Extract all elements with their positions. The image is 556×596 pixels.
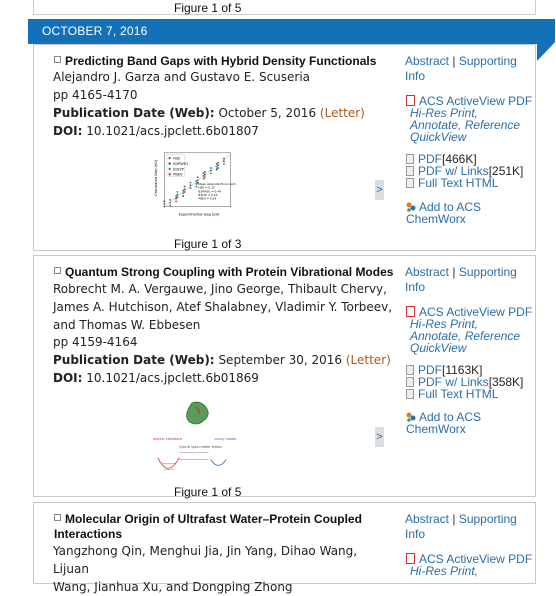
scatter-point: [204, 174, 206, 176]
next-figure-arrow[interactable]: >: [375, 427, 384, 447]
abstract-link[interactable]: Abstract: [405, 265, 450, 279]
toc-figure-band-gaps[interactable]: [147, 151, 239, 221]
author-line: and Thomas W. Ebbesen: [53, 318, 201, 332]
article-pages: pp 4165-4170: [53, 88, 138, 102]
scatter-point: [163, 203, 165, 205]
pdf-links-size: [358K]: [488, 375, 524, 389]
mae-note: B3LYP = 0.44: [198, 192, 218, 197]
scatter-point: [169, 199, 171, 201]
scatter-point: [184, 191, 186, 193]
abstract-link[interactable]: Abstract: [405, 512, 450, 526]
scatter-point: [182, 190, 184, 192]
checkbox-icon[interactable]: [54, 56, 61, 63]
activeview-link[interactable]: ACS ActiveView PDF: [419, 94, 533, 108]
scatter-point: [223, 163, 225, 165]
article-card: [33, 44, 536, 251]
supporting-info-link[interactable]: Supporting: [458, 512, 517, 526]
article-authors: [53, 280, 393, 334]
x-axis-label: Experimental Gap (eV): [178, 212, 220, 217]
figure-label: protein vibrations: [153, 436, 183, 441]
pub-date-label: Publication Date (Web):: [53, 353, 215, 367]
document-icon: [406, 166, 414, 176]
abstract-links: Abstract | Supporting Info: [405, 512, 517, 541]
scatter-point: [210, 172, 212, 174]
issue-date-banner: [28, 19, 537, 44]
scatter-point: [204, 176, 206, 178]
article-title[interactable]: [54, 512, 362, 542]
legend-label: B3PW91: [173, 161, 189, 166]
article-title-link[interactable]: Predicting Band Gaps with Hybrid Density Functionals: [65, 54, 377, 68]
banner-tab: [537, 19, 555, 61]
scatter-point: [203, 178, 205, 180]
activeview-link[interactable]: ACS ActiveView PDF: [419, 305, 533, 319]
pdf-with-links-link[interactable]: PDF w/ Links: [418, 164, 489, 178]
pdf-link[interactable]: PDF: [418, 152, 442, 166]
mae-note: Mean Absolute Errors (eV): [198, 182, 236, 187]
scatter-point: [223, 160, 225, 162]
document-icon: [406, 365, 414, 375]
scatter-point: [197, 179, 199, 181]
scatter-point: [163, 206, 165, 208]
abstract-link[interactable]: Abstract: [405, 54, 450, 68]
pdf-icon: [406, 306, 415, 317]
publication-date-row: [53, 353, 391, 368]
pdf-link[interactable]: PDF: [418, 363, 442, 377]
scatter-point: [176, 194, 178, 196]
scatter-point: [182, 192, 184, 194]
supporting-info-link-line2[interactable]: Info: [405, 280, 426, 294]
activeview-link[interactable]: ACS ActiveView PDF: [419, 552, 533, 566]
scatter-point: [184, 186, 186, 188]
article-title-link[interactable]: Molecular Origin of Ultrafast Water–Protein Coupled: [65, 512, 362, 526]
mae-note: HSE = 0.37: [198, 185, 215, 190]
pdf-icon: [406, 95, 415, 106]
article-title[interactable]: [54, 265, 393, 280]
scatter-point: [195, 186, 197, 188]
scatter-point: [169, 202, 171, 204]
article-pages: pp 4159-4164: [53, 335, 138, 349]
document-icon: [406, 389, 414, 399]
article-type: (Letter): [319, 106, 365, 120]
author-line: Yangzhong Qin, Menghui Jia, Jin Yang, Dihao Wang, Lijuan: [53, 544, 358, 576]
legend-label: B3LYP: [173, 167, 184, 172]
activeview-sub[interactable]: QuickView: [410, 130, 467, 144]
author-line: Wang, Jianhua Xu, and Dongping Zhong: [53, 580, 293, 594]
article-card: [33, 255, 536, 497]
activeview-sub[interactable]: Hi-Res Print,: [410, 564, 479, 578]
doi-row: [53, 124, 259, 139]
abstract-links: Abstract | Supporting Info: [405, 54, 517, 83]
mae-note: PBE0 = 0.59: [198, 196, 217, 201]
scatter-point: [175, 200, 177, 202]
supporting-info-link-line2[interactable]: Info: [405, 527, 426, 541]
scatter-point: [190, 187, 192, 189]
issue-date: OCTOBER 7, 2016: [42, 24, 148, 38]
document-icon: [406, 154, 414, 164]
chemworx-row[interactable]: [406, 411, 535, 435]
article-title-link-line2[interactable]: Interactions: [54, 527, 123, 541]
figure-caption: Figure 1 of 5: [174, 1, 242, 15]
scatter-point: [195, 183, 197, 185]
supporting-info-link[interactable]: Supporting: [458, 54, 517, 68]
article-authors: Alejandro J. Garza and Gustavo E. Scuseria: [53, 70, 311, 84]
toc-figure-strong-coupling[interactable]: [147, 399, 239, 479]
pdf-links: [406, 153, 523, 189]
scatter-point: [217, 167, 219, 169]
previous-article-card: [33, 0, 536, 15]
scatter-point: [217, 162, 219, 164]
doi-label: DOI:: [53, 124, 83, 138]
scatter-point: [182, 195, 184, 197]
activeview-sub[interactable]: Hi-Res Print,: [410, 317, 479, 331]
pdf-icon: [406, 553, 415, 564]
doi-value: 10.1021/acs.jpclett.6b01807: [86, 124, 259, 138]
doi-value: 10.1021/acs.jpclett.6b01869: [86, 371, 259, 385]
legend-label: PBE0: [173, 172, 183, 177]
checkbox-icon[interactable]: [54, 514, 61, 521]
doi-row: [53, 371, 259, 386]
chemworx-link[interactable]: Add to ACS ChemWorx: [406, 410, 482, 436]
supporting-info-link[interactable]: Supporting: [458, 265, 517, 279]
figure-label: cavity modes: [214, 436, 237, 441]
scatter-point: [176, 196, 178, 198]
pdf-links: [406, 364, 523, 400]
pdf-size: [466K]: [442, 152, 477, 166]
activeview-pdf[interactable]: [406, 552, 532, 577]
document-icon: [406, 178, 414, 188]
article-card: [33, 502, 536, 594]
abstract-links: Abstract | Supporting Info: [405, 265, 517, 294]
full-text-html-link[interactable]: Full Text HTML: [418, 176, 499, 190]
scatter-point: [195, 180, 197, 182]
author-line: Robrecht M. A. Vergauwe, Jino George, Thibault Chervy,: [53, 282, 387, 296]
chemworx-icon: [406, 202, 416, 212]
y-axis-label: Calculated Gap (eV): [154, 159, 159, 196]
chemworx-row[interactable]: [406, 201, 535, 225]
article-authors: [53, 542, 393, 596]
scatter-point: [210, 170, 212, 172]
pub-date-label: Publication Date (Web):: [53, 106, 215, 120]
next-figure-arrow[interactable]: >: [375, 180, 384, 200]
article-title[interactable]: [54, 54, 376, 69]
figure-caption: Figure 1 of 5: [174, 485, 242, 499]
pdf-size: [1163K]: [442, 363, 483, 377]
scatter-point: [210, 167, 212, 169]
article-type: (Letter): [345, 353, 391, 367]
full-text-html-link[interactable]: Full Text HTML: [418, 387, 499, 401]
checkbox-icon[interactable]: [54, 267, 61, 274]
pdf-links-size: [251K]: [488, 164, 524, 178]
scatter-point: [163, 200, 165, 202]
scatter-point: [175, 195, 177, 197]
activeview-sub[interactable]: Annotate, Reference: [410, 118, 521, 132]
activeview-sub[interactable]: Annotate, Reference: [410, 329, 521, 343]
doi-label: DOI:: [53, 371, 83, 385]
chemworx-link[interactable]: Add to ACS ChemWorx: [406, 200, 482, 226]
scatter-point: [203, 172, 205, 174]
figure-caption: Figure 1 of 3: [174, 237, 242, 251]
mae-note: B3PW91 = 0.44: [198, 189, 221, 194]
publication-date-row: [53, 106, 365, 121]
activeview-pdf[interactable]: [406, 305, 532, 354]
legend-label: HSE: [173, 156, 181, 161]
supporting-info-link-line2[interactable]: Info: [405, 69, 426, 83]
scatter-point: [197, 176, 199, 178]
scatter-point: [203, 175, 205, 177]
figure-label: hybrid light-matter states: [179, 444, 222, 449]
author-line: James A. Hutchison, Atef Shalabney, Vladimir Y. Torbeev,: [53, 300, 393, 314]
pub-date: September 30, 2016: [218, 353, 343, 367]
scatter-point: [216, 163, 218, 165]
scatter-point: [184, 188, 186, 190]
scatter-point: [190, 182, 192, 184]
scatter-point: [216, 166, 218, 168]
activeview-sub[interactable]: QuickView: [410, 341, 467, 355]
scatter-point: [175, 198, 177, 200]
pub-date: October 5, 2016: [218, 106, 317, 120]
scatter-point: [217, 164, 219, 166]
pdf-with-links-link[interactable]: PDF w/ Links: [418, 375, 489, 389]
scatter-point: [190, 184, 192, 186]
scatter-point: [216, 168, 218, 170]
scatter-point: [204, 171, 206, 173]
document-icon: [406, 377, 414, 387]
activeview-pdf[interactable]: [406, 94, 532, 143]
article-title-link[interactable]: Quantum Strong Coupling with Protein Vibrational Modes: [65, 265, 394, 279]
chemworx-icon: [406, 412, 416, 422]
activeview-sub[interactable]: Hi-Res Print,: [410, 106, 479, 120]
scatter-point: [176, 191, 178, 193]
scatter-point: [223, 158, 225, 160]
scatter-point: [169, 204, 171, 206]
